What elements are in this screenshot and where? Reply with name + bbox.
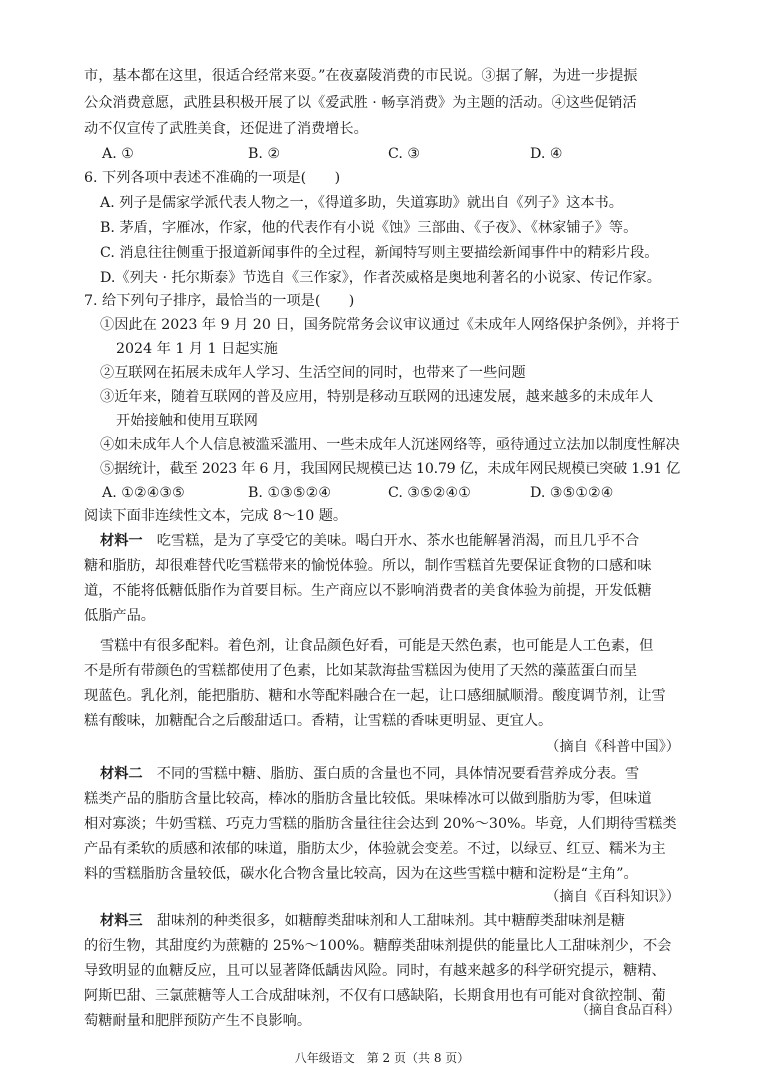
material-1-line: 糖和脂肪，却很难替代吃雪糕带来的愉悦体验。所以，制作雪糕首先要保证食物的口感和味 <box>84 558 652 574</box>
material-3-source: （摘自食品百科） <box>575 1003 680 1018</box>
page-footer: 八年级语文 第 2 页（共 8 页） <box>294 1051 470 1065</box>
q6-option-d[interactable]: D.《列夫 · 托尔斯泰》节选自《三作家》，作者茨威格是奥地利著名的小说家、传记作家。 <box>100 270 661 286</box>
q6-stem: 6. 下列各项中表述不准确的一项是( ) <box>84 170 341 186</box>
q6-option-c[interactable]: C. 消息往往侧重于报道新闻事件的全过程，新闻特写则主要描绘新闻事件中的精彩片段。 <box>100 245 659 261</box>
material-2-line: 相对寡淡；牛奶雪糕、巧克力雪糕的脂肪含量往往会达到 20%～30%。毕竟，人们期待雪糕类 <box>84 816 677 832</box>
material-1-line: 不是所有带颜色的雪糕都使用了色素，比如某款海盐雪糕因为使用了天然的藻蓝蛋白而呈 <box>84 663 638 679</box>
material-1-line: 现蓝色。乳化剂，能把脂肪、糖和水等配料融合在一起，让口感细腻顺滑。酸度调节剂，让雪 <box>84 688 666 704</box>
passage-line: 公众消费意愿，武胜县积极开展了以《爱武胜 · 畅享消费》为主题的活动。④这些促销活 <box>84 95 637 111</box>
reading-intro: 阅读下面非连续性文本，完成 8～10 题。 <box>84 508 348 524</box>
q7-sentence-4: ④如未成年人个人信息被滥采滥用、一些未成年人沉迷网络等，亟待通过立法加以制度性解决 <box>100 437 680 453</box>
material-2-line <box>100 764 639 784</box>
q7-sentence-5: ⑤据统计，截至 2023 年 6 月，我国网民规模已达 10.79 亿，未成年网民规模已突破 1.91 亿 <box>100 461 680 477</box>
q6-option-a[interactable]: A. 列子是儒家学派代表人物之一，《得道多助，失道寡助》就出自《列子》这本书。 <box>100 195 623 211</box>
material-2-label: 材料二 <box>100 766 143 782</box>
q7-sentence-3-cont: 开始接触和使用互联网 <box>116 413 258 429</box>
q5-option-b[interactable]: B. ② <box>248 146 281 162</box>
q7-option-a[interactable]: A. ①②④③⑤ <box>102 485 185 501</box>
material-1-line <box>100 531 639 551</box>
material-1-line: 低脂产品。 <box>84 608 155 624</box>
material-2-text: 不同的雪糕中糖、脂肪、蛋白质的含量也不同，具体情况要看营养成分表。雪 <box>156 766 640 782</box>
q6-option-b[interactable]: B. 茅盾，字雁冰，作家，他的代表作有小说《蚀》三部曲、《子夜》、《林家铺子》等。 <box>100 220 638 236</box>
q7-sentence-2: ②互联网在拓展未成年人学习、生活空间的同时，也带来了一些问题 <box>100 365 526 381</box>
material-1-line: 雪糕中有很多配料。着色剂，让食品颜色好看，可能是天然色素，也可能是人工色素，但 <box>100 638 654 654</box>
material-3-label: 材料三 <box>100 913 143 929</box>
material-3-line: 萄糖耐量和肥胖预防产生不良影响。 <box>84 1013 312 1029</box>
material-1-text: 吃雪糕，是为了享受它的美味。喝白开水、茶水也能解暑消渴，而且几乎不合 <box>156 533 640 549</box>
material-1-line: 糕有酸味，加糖配合之后酸甜适口。香精，让雪糕的香味更明显、更宜人。 <box>84 713 553 729</box>
passage-line: 市，基本都在这里，很适合经常来耍。”在夜嘉陵消费的市民说。③据了解，为进一步提振 <box>84 68 638 84</box>
q5-option-c[interactable]: C. ③ <box>388 146 421 162</box>
q7-sentence-1: ①因此在 2023 年 9 月 20 日，国务院常务会议审议通过《未成年人网络保护条例》，并将于 <box>100 317 680 333</box>
q7-sentence-3: ③近年来，随着互联网的普及应用，特别是移动互联网的迅速发展，越来越多的未成年人 <box>100 389 654 405</box>
material-1-line: 道，不能将低糖低脂作为首要目标。生产商应以不影响消费者的美食体验为前提，开发低糖 <box>84 583 652 599</box>
material-1-label: 材料一 <box>100 533 143 549</box>
q7-stem: 7. 给下列句子排序，最恰当的一项是( ) <box>84 293 355 309</box>
material-3-text: 甜味剂的种类很多，如糖醇类甜味剂和人工甜味剂。其中糖醇类甜味剂是糖 <box>156 913 625 929</box>
material-2-source: （摘自《百科知识》） <box>545 889 680 905</box>
material-3-line: 的衍生物，其甜度约为蔗糖的 25%～100%。糖醇类甜味剂提供的能量比人工甜味剂少，不会 <box>84 938 672 954</box>
material-3-line: 导致明显的血糖反应，且可以显著降低龋齿风险。同时，有越来越多的科学研究提示，糖精、 <box>84 963 666 979</box>
material-3-line: 阿斯巴甜、三氯蔗糖等人工合成甜味剂，不仅有口感缺陷，长期食用也有可能对食欲控制、葡 <box>84 988 666 1004</box>
material-1-source: （摘自《科普中国》） <box>545 739 680 755</box>
q5-option-d[interactable]: D. ④ <box>530 146 563 162</box>
q5-option-a[interactable]: A. ① <box>102 146 134 162</box>
q7-sentence-1-cont: 2024 年 1 月 1 日起实施 <box>116 341 278 357</box>
material-2-line: 产品有柔软的质感和浓郁的味道，脂肪太少，体验就会变差。不过，以绿豆、红豆、糯米为主 <box>84 841 666 857</box>
q7-option-b[interactable]: B. ①③⑤②④ <box>248 485 332 501</box>
q7-option-c[interactable]: C. ③⑤②④① <box>388 485 471 501</box>
material-2-line: 糕类产品的脂肪含量比较高，棒冰的脂肪含量比较低。果味棒冰可以做到脂肪为零，但味道 <box>84 791 652 807</box>
material-3-line <box>100 911 625 931</box>
passage-line: 动不仅宣传了武胜美食，还促进了消费增长。 <box>84 121 368 137</box>
q7-option-d[interactable]: D. ③⑤①②④ <box>530 485 614 501</box>
material-2-line: 料的雪糕脂肪含量较低，碳水化合物含量比较高，因为在这些雪糕中糖和淀粉是“主角”。 <box>84 866 638 882</box>
